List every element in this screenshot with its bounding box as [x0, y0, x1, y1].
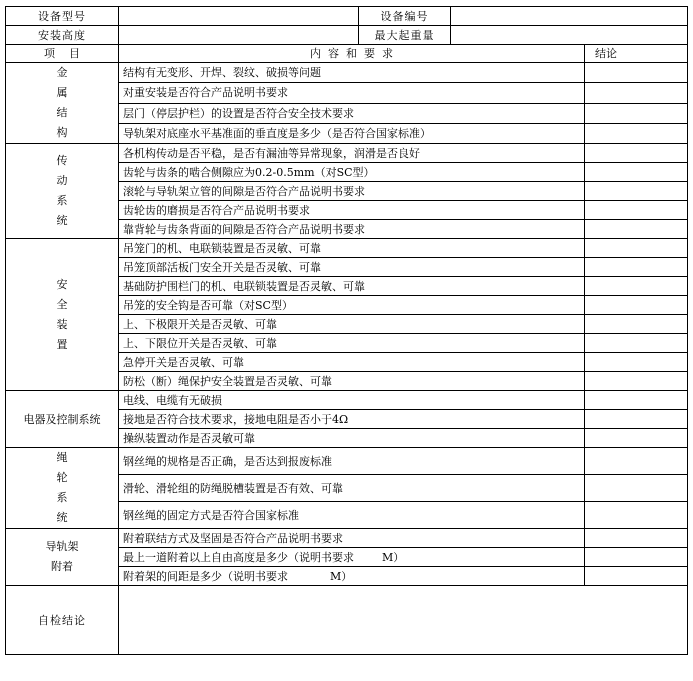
conclusion-header: 结论	[585, 45, 688, 63]
section-label	[6, 63, 119, 144]
conclusion-cell[interactable]	[585, 410, 688, 429]
table-row	[6, 391, 688, 410]
check-item: 结构有无变形、开焊、裂纹、破损等问题	[119, 63, 585, 83]
section-name: 传动系统	[56, 154, 68, 227]
conclusion-cell[interactable]	[585, 529, 688, 548]
check-item: 上、下极限开关是否灵敏、可靠	[119, 315, 585, 334]
table-row	[6, 448, 688, 475]
table-row	[6, 144, 688, 163]
max-load-value[interactable]	[451, 26, 688, 45]
conclusion-cell[interactable]	[585, 448, 688, 475]
conclusion-cell[interactable]	[585, 220, 688, 239]
number-value[interactable]	[451, 7, 688, 26]
check-item: 吊笼的安全钩是否可靠（对SC型）	[119, 296, 585, 315]
check-item: 吊笼顶部活板门安全开关是否灵敏、可靠	[119, 258, 585, 277]
conclusion-cell[interactable]	[585, 83, 688, 103]
section-label	[6, 391, 119, 448]
conclusion-cell[interactable]	[585, 163, 688, 182]
check-item: 上、下限位开关是否灵敏、可靠	[119, 334, 585, 353]
check-item: 各机构传动是否平稳，是否有漏油等异常现象，润滑是否良好	[119, 144, 585, 163]
check-item: 最上一道附着以上自由高度是多少（说明书要求 M）	[119, 548, 585, 567]
section-name: 绳轮系统	[56, 451, 68, 524]
conclusion-cell[interactable]	[585, 391, 688, 410]
check-item: 导轨架对底座水平基准面的垂直度是多少（是否符合国家标准）	[119, 123, 585, 143]
conclusion-cell[interactable]	[585, 239, 688, 258]
table-row	[6, 63, 688, 83]
check-item: 钢丝绳的规格是否正确，是否达到报废标准	[119, 448, 585, 475]
max-load-label: 最大起重量	[359, 26, 451, 45]
check-item: 电线、电缆有无破损	[119, 391, 585, 410]
check-item: 附着架的间距是多少（说明书要求 M）	[119, 567, 585, 586]
conclusion-cell[interactable]	[585, 182, 688, 201]
check-item: 滚轮与导轨架立管的间隙是否符合产品说明书要求	[119, 182, 585, 201]
self-check-value[interactable]	[119, 586, 688, 655]
section-label	[6, 144, 119, 239]
check-item: 齿轮与齿条的啮合侧隙应为0.2-0.5mm（对SC型）	[119, 163, 585, 182]
conclusion-cell[interactable]	[585, 144, 688, 163]
conclusion-cell[interactable]	[585, 277, 688, 296]
check-item: 靠背轮与齿条背面的间隙是否符合产品说明书要求	[119, 220, 585, 239]
conclusion-cell[interactable]	[585, 502, 688, 529]
check-item: 对重安装是否符合产品说明书要求	[119, 83, 585, 103]
check-item: 急停开关是否灵敏、可靠	[119, 353, 585, 372]
conclusion-cell[interactable]	[585, 103, 688, 123]
conclusion-cell[interactable]	[585, 123, 688, 143]
check-item: 滑轮、滑轮组的防绳脱槽装置是否有效、可靠	[119, 475, 585, 502]
conclusion-cell[interactable]	[585, 353, 688, 372]
conclusion-cell[interactable]	[585, 315, 688, 334]
conclusion-cell[interactable]	[585, 372, 688, 391]
conclusion-cell[interactable]	[585, 429, 688, 448]
self-check-label: 自检结论	[6, 586, 119, 655]
check-item: 附着联结方式及坚固是否符合产品说明书要求	[119, 529, 585, 548]
content-header: 内 容 和 要 求	[119, 45, 585, 63]
section-name: 电器及控制系统	[23, 412, 101, 426]
section-label	[6, 529, 119, 586]
inspection-form	[5, 6, 688, 655]
check-item: 基础防护围栏门的机、电联锁装置是否灵敏、可靠	[119, 277, 585, 296]
check-item: 防松（断）绳保护安全装置是否灵敏、可靠	[119, 372, 585, 391]
conclusion-cell[interactable]	[585, 296, 688, 315]
check-item: 操纵装置动作是否灵敏可靠	[119, 429, 585, 448]
conclusion-cell[interactable]	[585, 63, 688, 83]
conclusion-cell[interactable]	[585, 475, 688, 502]
table-row	[6, 239, 688, 258]
item-header: 项 目	[6, 45, 119, 63]
section-name: 导轨架附着	[45, 540, 79, 573]
table-row	[6, 529, 688, 548]
check-item: 吊笼门的机、电联锁装置是否灵敏、可靠	[119, 239, 585, 258]
section-label	[6, 448, 119, 529]
conclusion-cell[interactable]	[585, 548, 688, 567]
check-item: 层门（停层护栏）的设置是否符合安全技术要求	[119, 103, 585, 123]
model-value[interactable]	[119, 7, 359, 26]
check-item: 接地是否符合技术要求，接地电阻是否小于4Ω	[119, 410, 585, 429]
section-name: 金属结构	[56, 66, 68, 139]
conclusion-cell[interactable]	[585, 258, 688, 277]
model-label: 设备型号	[6, 7, 119, 26]
conclusion-cell[interactable]	[585, 567, 688, 586]
conclusion-cell[interactable]	[585, 201, 688, 220]
section-label	[6, 239, 119, 391]
number-label: 设备编号	[359, 7, 451, 26]
section-name: 安全装置	[56, 277, 68, 351]
conclusion-cell[interactable]	[585, 334, 688, 353]
height-label: 安装高度	[6, 26, 119, 45]
check-item: 齿轮齿的磨损是否符合产品说明书要求	[119, 201, 585, 220]
height-value[interactable]	[119, 26, 359, 45]
check-item: 钢丝绳的固定方式是否符合国家标准	[119, 502, 585, 529]
